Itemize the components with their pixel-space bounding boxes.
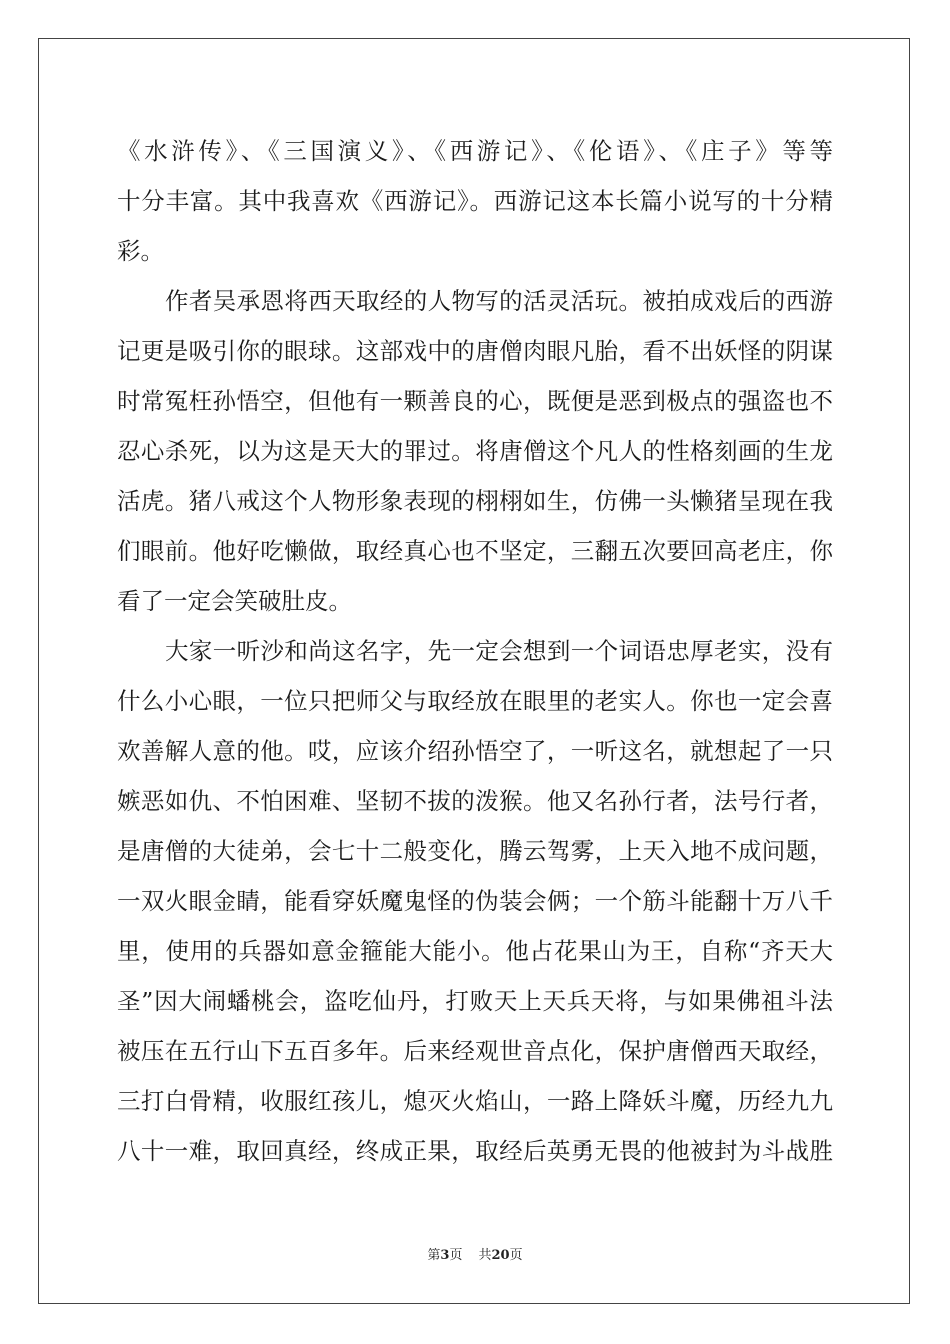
total-suffix: 页 xyxy=(509,1248,523,1263)
total-pages: 20 xyxy=(491,1248,510,1263)
text-line: 嫉恶如仇、不怕困难、坚韧不拔的泼猴。他又名孙行者，法号行者， xyxy=(117,787,833,815)
text-line: 圣”因大闹蟠桃会，盗吃仙丹，打败天上天兵天将，与如果佛祖斗法 xyxy=(117,987,833,1015)
page-number: 3 xyxy=(440,1248,450,1263)
page-prefix: 第 xyxy=(427,1248,441,1263)
document-body xyxy=(117,126,833,1176)
text-line: 八十一难，取回真经，终成正果，取经后英勇无畏的他被封为斗战胜 xyxy=(117,1137,833,1165)
text-line: 大家一听沙和尚这名字，先一定会想到一个词语忠厚老实，没有 xyxy=(165,637,833,665)
text-line: 《水浒传》、《三国演义》、《西游记》、《伦语》、《庄子》等等 xyxy=(117,137,833,165)
page-suffix: 页 xyxy=(449,1248,463,1263)
text-line: 记更是吸引你的眼球。这部戏中的唐僧肉眼凡胎，看不出妖怪的阴谋 xyxy=(117,337,833,365)
text-line: 欢善解人意的他。哎，应该介绍孙悟空了，一听这名，就想起了一只 xyxy=(117,737,833,765)
text-line: 们眼前。他好吃懒做，取经真心也不坚定，三翻五次要回高老庄，你 xyxy=(117,537,833,565)
text-line: 忍心杀死，以为这是天大的罪过。将唐僧这个凡人的性格刻画的生龙 xyxy=(117,437,833,465)
text-line: 里，使用的兵器如意金箍能大能小。他占花果山为王，自称“齐天大 xyxy=(117,937,833,965)
text-line: 是唐僧的大徒弟，会七十二般变化，腾云驾雾，上天入地不成问题， xyxy=(117,837,833,865)
page-footer xyxy=(0,1244,950,1263)
text-line: 看了一定会笑破肚皮。 xyxy=(117,587,352,615)
text-line: 十分丰富。其中我喜欢《西游记》。西游记这本长篇小说写的十分精 xyxy=(117,187,833,215)
text-line: 时常冤枉孙悟空，但他有一颗善良的心，既便是恶到极点的强盗也不 xyxy=(117,387,833,415)
total-prefix: 共 xyxy=(478,1248,492,1263)
text-line: 三打白骨精，收服红孩儿，熄灭火焰山，一路上降妖斗魔，历经九九 xyxy=(117,1087,833,1115)
text-line: 被压在五行山下五百多年。后来经观世音点化，保护唐僧西天取经， xyxy=(117,1037,833,1065)
text-line: 作者吴承恩将西天取经的人物写的活灵活玩。被拍成戏后的西游 xyxy=(165,287,833,315)
text-line: 一双火眼金睛，能看穿妖魔鬼怪的伪装会俩；一个筋斗能翻十万八千 xyxy=(117,887,833,915)
text-line: 活虎。猪八戒这个人物形象表现的栩栩如生，仿佛一头懒猪呈现在我 xyxy=(117,487,833,515)
text-line: 什么小心眼，一位只把师父与取经放在眼里的老实人。你也一定会喜 xyxy=(117,687,833,715)
text-line: 彩。 xyxy=(117,237,164,265)
